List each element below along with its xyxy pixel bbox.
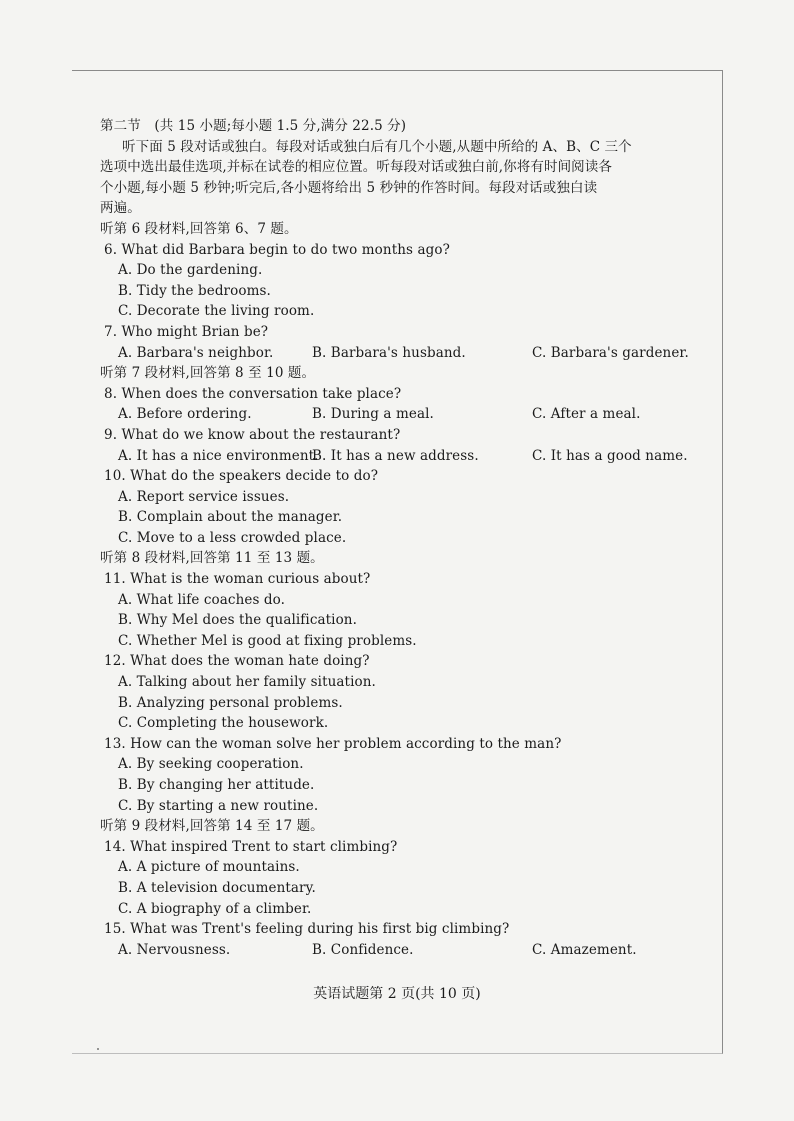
option-a: A. Do the gardening. — [118, 262, 263, 279]
question-stem: 6. What did Barbara begin to do two months ago? — [104, 241, 450, 258]
option-c: C. A biography of a climber. — [118, 900, 312, 917]
group-header: 听第 9 段材料,回答第 14 至 17 题。 — [100, 818, 324, 835]
exam-content — [100, 116, 700, 960]
option-c: C. Decorate the living room. — [118, 303, 315, 320]
option-b: B. During a meal. — [312, 406, 434, 423]
option-a: A. A picture of mountains. — [118, 859, 300, 876]
section-title: 第二节 (共 15 小题;每小题 1.5 分,满分 22.5 分) — [100, 118, 407, 134]
option-c: C. Whether Mel is good at fixing problems. — [118, 632, 417, 649]
question-stem: 7. Who might Brian be? — [104, 323, 269, 340]
option-c: C. Barbara's gardener. — [532, 344, 689, 361]
option-a: A. What life coaches do. — [118, 591, 286, 608]
option-c: C. Move to a less crowded place. — [118, 529, 347, 546]
instruction-line: 听下面 5 段对话或独白。每段对话或独白后有几个小题,从题中所给的 A、B、C 三个 — [122, 138, 632, 155]
option-a: A. Report service issues. — [118, 488, 290, 505]
option-a: A. Nervousness. — [118, 941, 231, 958]
option-c: C. After a meal. — [532, 406, 641, 423]
question-stem: 11. What is the woman curious about? — [104, 571, 371, 588]
option-b: B. It has a new address. — [312, 447, 479, 464]
option-b: B. Barbara's husband. — [312, 344, 466, 361]
option-b: B. Tidy the bedrooms. — [118, 282, 271, 299]
options-row — [100, 940, 700, 961]
options-row — [100, 343, 700, 364]
option-c: C. Completing the housework. — [118, 715, 329, 732]
question-stem: 9. What do we know about the restaurant? — [104, 426, 401, 443]
question-stem: 13. How can the woman solve her problem according to the man? — [104, 735, 562, 752]
option-b: B. Confidence. — [312, 941, 414, 958]
option-a: A. Before ordering. — [118, 406, 252, 423]
option-a: A. By seeking cooperation. — [118, 756, 304, 773]
question-stem: 12. What does the woman hate doing? — [104, 653, 370, 670]
option-b: B. By changing her attitude. — [118, 777, 315, 793]
options-row — [100, 404, 700, 425]
option-b: B. A television documentary. — [118, 879, 316, 896]
options-row — [100, 446, 700, 467]
question-stem: 15. What was Trent's feeling during his first big climbing? — [104, 921, 510, 938]
option-b: B. Complain about the manager. — [118, 509, 343, 526]
instruction-line: 选项中选出最佳选项,并标在试卷的相应位置。听每段对话或独白前,你将有时间阅读各 — [100, 159, 612, 176]
instruction-line: 个小题,每小题 5 秒钟;听完后,各小题将给出 5 秒钟的作答时间。每段对话或独白读 — [100, 179, 598, 196]
group-header: 听第 7 段材料,回答第 8 至 10 题。 — [100, 365, 316, 382]
question-stem: 8. When does the conversation take place? — [104, 385, 402, 402]
instruction-line: 两遍。 — [100, 200, 141, 217]
scan-speck — [97, 1048, 99, 1050]
option-a: A. It has a nice environment. — [118, 447, 319, 464]
option-c: C. By starting a new routine. — [118, 797, 319, 814]
option-c: C. It has a good name. — [532, 447, 688, 464]
question-stem: 10. What do the speakers decide to do? — [104, 468, 379, 485]
option-a: A. Talking about her family situation. — [118, 674, 376, 691]
group-header: 听第 8 段材料,回答第 11 至 13 题。 — [100, 550, 324, 567]
option-c: C. Amazement. — [532, 941, 637, 958]
question-stem: 14. What inspired Trent to start climbing? — [104, 838, 398, 855]
option-b: B. Analyzing personal problems. — [118, 694, 343, 711]
page-footer: 英语试题第 2 页(共 10 页) — [313, 986, 481, 1002]
option-a: A. Barbara's neighbor. — [118, 344, 274, 361]
group-header: 听第 6 段材料,回答第 6、7 题。 — [100, 220, 298, 237]
option-b: B. Why Mel does the qualification. — [118, 612, 357, 629]
